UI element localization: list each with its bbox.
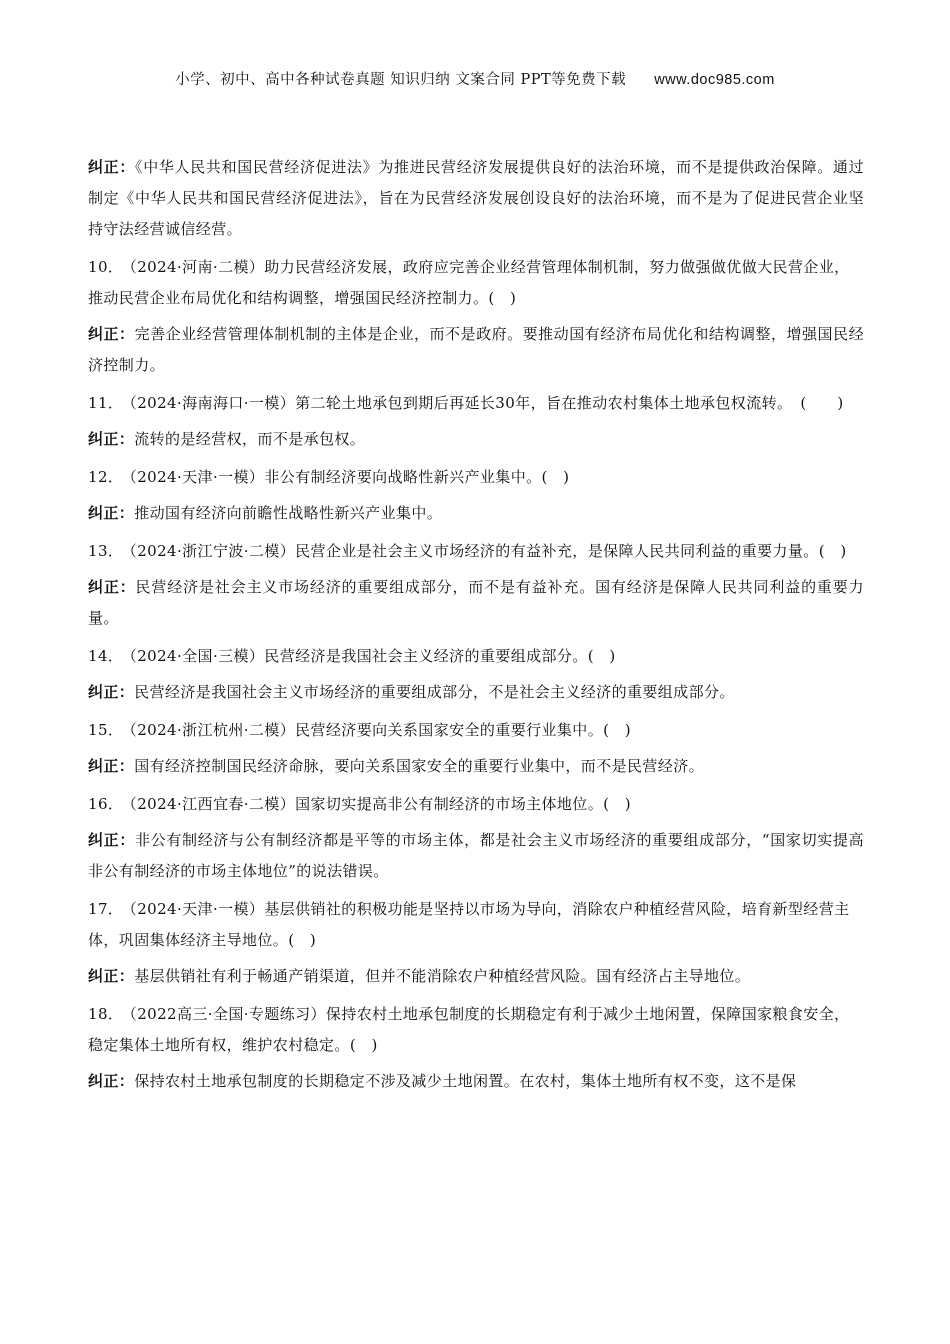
page-header — [0, 68, 950, 89]
question-number: 13． — [88, 542, 124, 560]
answer-blank: ( ) — [349, 1036, 378, 1054]
correction-paragraph-14 — [88, 677, 864, 708]
answer-blank: ( ) — [603, 721, 632, 739]
question-text: （2024·浙江杭州·二模）民营经济要向关系国家安全的重要行业集中。 — [129, 721, 604, 739]
correction-text: 推动国有经济向前瞻性战略性新兴产业集中。 — [134, 504, 443, 522]
header-text: 小学、初中、高中各种试卷真题 知识归纳 文案合同 PPT等免费下载 — [175, 72, 627, 88]
correction-label: 纠正： — [88, 578, 136, 596]
document-body — [88, 152, 864, 1104]
correction-paragraph-12 — [88, 498, 864, 529]
correction-paragraph-9 — [88, 152, 864, 245]
question-text: （2024·全国·三模）民营经济是我国社会主义经济的重要组成部分。 — [129, 647, 588, 665]
correction-text: 国有经济控制国民经济命脉，要向关系国家安全的重要行业集中，而不是民营经济。 — [134, 757, 705, 775]
correction-label: 纠正： — [88, 1072, 135, 1090]
question-number: 18． — [88, 1005, 124, 1023]
correction-label: 纠正： — [88, 504, 135, 522]
correction-text: 基层供销社有利于畅通产销渠道，但并不能消除农户种植经营风险。国有经济占主导地位。 — [134, 967, 751, 985]
question-16 — [88, 789, 864, 820]
question-18 — [88, 999, 864, 1061]
correction-paragraph-15 — [88, 751, 864, 782]
correction-paragraph-11 — [88, 424, 864, 455]
question-text: （2024·海南海口·一模）第二轮土地承包到期后再延长30年，旨在推动农村集体土地承包权流转。 — [129, 394, 801, 412]
question-text: （2024·江西宜春·二模）国家切实提高非公有制经济的市场主体地位。 — [129, 795, 604, 813]
question-number: 15． — [88, 721, 124, 739]
question-number: 14． — [88, 647, 124, 665]
answer-blank: ( ) — [488, 289, 517, 307]
question-text: （2024·天津·一模）非公有制经济要向战略性新兴产业集中。 — [129, 468, 542, 486]
correction-paragraph-18 — [88, 1066, 864, 1097]
question-number: 12． — [88, 468, 124, 486]
question-number: 11． — [88, 394, 124, 412]
question-text: （2024·浙江宁波·二模）民营企业是社会主义市场经济的有益补充，是保障人民共同利益的重要力量。 — [129, 542, 819, 560]
correction-paragraph-13 — [88, 572, 864, 634]
question-12 — [88, 462, 864, 493]
question-text: （2024·河南·二模）助力民营经济发展，政府应完善企业经营管理体制机制，努力做强做优做大民营企业，推动民营企业布局优化和结构调整，增强国民经济控制力。 — [88, 258, 850, 307]
question-number: 16． — [88, 795, 124, 813]
question-text: （2022高三·全国·专题练习）保持农村土地承包制度的长期稳定有利于减少土地闲置，保障国家粮食安全， 稳定集体土地所有权，维护农村稳定。 — [88, 1005, 850, 1054]
question-10 — [88, 252, 864, 314]
correction-label: 纠正： — [88, 430, 135, 448]
answer-blank: ( ) — [587, 647, 616, 665]
correction-label: 纠正： — [88, 158, 136, 176]
answer-blank: ( ) — [800, 394, 844, 412]
correction-text: 民营经济是社会主义市场经济的重要组成部分，而不是有益补充。国有经济是保障人民共同利益的重要力量。 — [88, 578, 865, 627]
correction-text: 流转的是经营权，而不是承包权。 — [134, 430, 366, 448]
answer-blank: ( ) — [541, 468, 570, 486]
answer-blank: ( ) — [818, 542, 847, 560]
answer-blank: ( ) — [603, 795, 632, 813]
question-14 — [88, 641, 864, 672]
correction-text: 保持农村土地承包制度的长期稳定不涉及减少土地闲置。在农村，集体土地所有权不变，这不是保 — [134, 1072, 797, 1090]
correction-text: 民营经济是我国社会主义市场经济的重要组成部分，不是社会主义经济的重要组成部分。 — [134, 683, 735, 701]
question-text: （2024·天津·一模）基层供销社的积极功能是坚持以市场为导向，消除农户种植经营风险，培育新型经营主体，巩固集体经济主导地位。 — [88, 900, 850, 949]
correction-label: 纠正： — [88, 757, 135, 775]
answer-blank: ( ) — [288, 931, 317, 949]
correction-label: 纠正： — [88, 967, 135, 985]
header-site: www.doc985.com — [654, 72, 775, 88]
correction-text: 《中华人民共和国民营经济促进法》为推进民营经济发展提供良好的法治环境，而不是提供政治保障。通过制定《中华人民共和国民营经济促进法》，旨在为民营经济发展创设良好的法治环境，而不是为了促进民营企业坚持守法经营诚信经营。 — [88, 158, 864, 238]
correction-text: 非公有制经济与公有制经济都是平等的市场主体，都是社会主义市场经济的重要组成部分，“国家切实提高非公有制经济的市场主体地位”的说法错误。 — [88, 831, 864, 880]
question-number: 17． — [88, 900, 124, 918]
correction-paragraph-17 — [88, 961, 864, 992]
correction-label: 纠正： — [88, 325, 135, 343]
correction-label: 纠正： — [88, 831, 136, 849]
question-15 — [88, 715, 864, 746]
correction-paragraph-16 — [88, 825, 864, 887]
correction-label: 纠正： — [88, 683, 135, 701]
question-number: 10． — [88, 258, 124, 276]
correction-paragraph-10 — [88, 319, 864, 381]
question-17 — [88, 894, 864, 956]
correction-text: 完善企业经营管理体制机制的主体是企业，而不是政府。要推动国有经济布局优化和结构调整，增强国民经济控制力。 — [88, 325, 865, 374]
question-13 — [88, 536, 864, 567]
question-11 — [88, 388, 864, 419]
